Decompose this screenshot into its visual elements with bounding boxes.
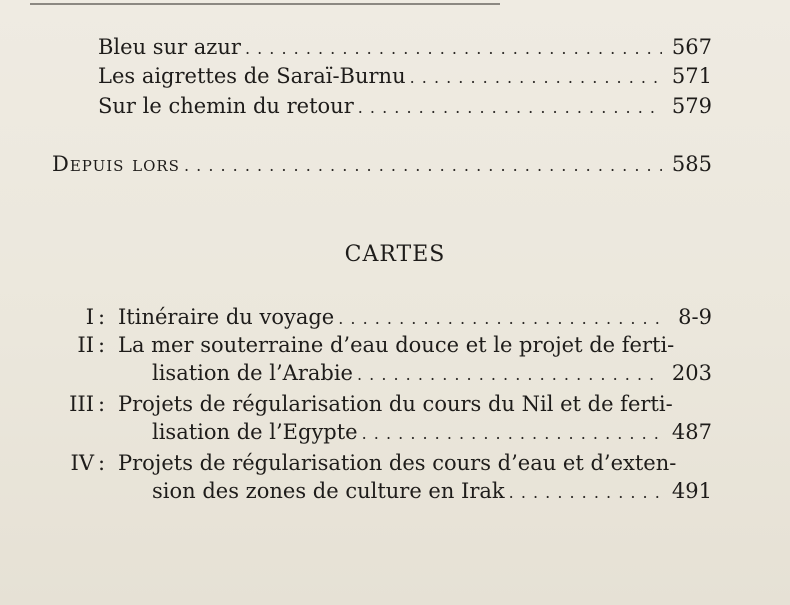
map-entry-title-continued: sion des zones de culture en Irak	[152, 479, 505, 503]
map-numeral: IV	[70, 451, 94, 475]
toc-entry-title: Sur le chemin du retour	[98, 94, 354, 118]
map-entry-title-continued: lisation de l’Egypte	[152, 420, 358, 444]
leader-dots	[357, 361, 662, 389]
cartes-heading: CARTES	[344, 242, 446, 267]
map-entry[interactable]	[152, 359, 712, 389]
map-separator: :	[98, 305, 106, 329]
leader-dots	[358, 94, 662, 122]
toc-entry-title: Depuis lors	[52, 152, 180, 176]
map-entry-page: 203	[671, 361, 712, 385]
toc-entry-page: 567	[671, 35, 712, 59]
toc-entry[interactable]	[98, 33, 712, 63]
map-entry-title: Projets de régularisation des cours d’eau et d’exten-	[118, 451, 677, 475]
toc-entry-page: 579	[671, 94, 712, 118]
map-separator: :	[98, 392, 106, 416]
map-entry[interactable]	[118, 303, 712, 333]
map-separator: :	[98, 451, 106, 475]
leader-dots	[245, 35, 662, 63]
map-entry-page: 487	[671, 420, 712, 444]
map-entry-page: 491	[671, 479, 712, 503]
page-top-rule	[30, 0, 500, 5]
map-entry-title: Projets de régularisation du cours du Nil et de ferti-	[118, 392, 673, 416]
leader-dots	[410, 64, 662, 92]
map-entry-page: 8-9	[678, 305, 712, 329]
map-entry-title-continued: lisation de l’Arabie	[152, 361, 353, 385]
toc-entry-page: 585	[671, 152, 712, 176]
map-separator: :	[98, 333, 106, 357]
map-entry-title: Itinéraire du voyage	[118, 305, 335, 329]
map-numeral: II	[77, 333, 94, 357]
leader-dots	[509, 479, 662, 507]
toc-entry-page: 571	[671, 64, 712, 88]
toc-entry-title: Les aigrettes de Saraï-Burnu	[98, 64, 406, 88]
toc-entry-title: Bleu sur azur	[98, 35, 241, 59]
leader-dots	[338, 305, 668, 333]
toc-entry[interactable]	[98, 92, 712, 122]
map-entry[interactable]	[152, 418, 712, 448]
toc-entry[interactable]	[98, 62, 712, 92]
leader-dots	[184, 152, 662, 180]
map-entry-title: La mer souterraine d’eau douce et le projet de ferti-	[118, 333, 675, 357]
map-numeral: III	[69, 392, 94, 416]
map-numeral: I	[85, 305, 94, 329]
toc-entry-depuis-lors[interactable]	[52, 150, 712, 180]
map-entry[interactable]	[152, 477, 712, 507]
leader-dots	[362, 420, 662, 448]
